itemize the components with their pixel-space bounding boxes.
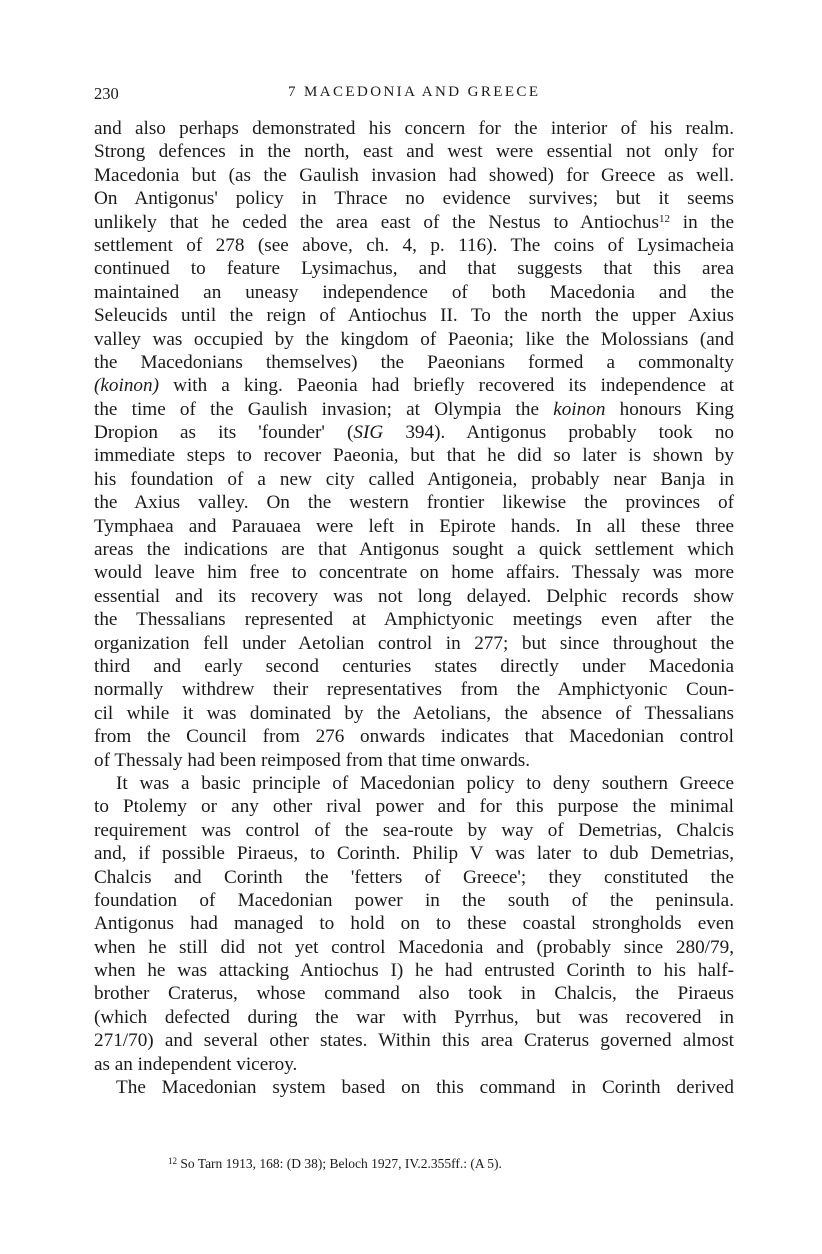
text-line: essential and its recovery was not long delayed. Delphic records show: [94, 585, 734, 607]
footnote-marker: 12: [168, 1156, 177, 1166]
text-line: Seleucids until the reign of Antiochus II. To the north the upper Axius: [94, 305, 734, 327]
text-line: Dropion as its 'founder' (SIG 394). Antigonus probably took no: [94, 422, 735, 444]
text-line: organization fell under Aetolian control in 277; but since throughout the: [94, 632, 734, 654]
text-line: the Thessalians represented at Amphictyonic meetings even after the: [94, 609, 734, 631]
text-line: brother Craterus, whose command also took in Chalcis, the Piraeus: [94, 983, 734, 1005]
text-line: Macedonia but (as the Gaulish invasion had showed) for Greece as well.: [94, 164, 734, 186]
text-line: as an independent viceroy.: [94, 1053, 298, 1075]
text-line: would leave him free to concentrate on home affairs. Thessaly was more: [94, 562, 734, 584]
text-line: the Macedonians themselves) the Paeonians formed a commonalty: [94, 351, 734, 373]
footnote-text: So Tarn 1913, 168: (D 38); Beloch 1927, IV.2.355ff.: (A 5).: [177, 1156, 502, 1171]
text-line: The Macedonian system based on this command in Corinth derived: [116, 1077, 734, 1099]
text-line: cil while it was dominated by the Aetolians, the absence of Thessalians: [94, 702, 734, 724]
text-line: (which defected during the war with Pyrrhus, but was recovered in: [94, 1006, 734, 1028]
text-line: of Thessaly had been reimposed from that time onwards.: [94, 749, 531, 771]
text-line: maintained an uneasy independence of both Macedonia and the: [94, 281, 734, 303]
text-line: when he still did not yet control Macedonia and (probably since 280/79,: [94, 936, 734, 958]
text-line: foundation of Macedonian power in the south of the peninsula.: [94, 889, 734, 911]
text-line: to Ptolemy or any other rival power and for this purpose the minimal: [94, 796, 734, 818]
text-line: unlikely that he ceded the area east of the Nestus to Antiochus$^{12}$ in the: [94, 211, 734, 233]
text-line: valley was occupied by the kingdom of Paeonia; like the Molossians (and: [94, 328, 734, 350]
text-line: the time of the Gaulish invasion; at Olympia the koinon honours King: [94, 398, 735, 420]
text-line: requirement was control of the sea-route by way of Demetrias, Chalcis: [94, 819, 734, 841]
text-line: Strong defences in the north, east and west were essential not only for: [94, 141, 734, 163]
text-line: (koinon) with a king. Paeonia had briefly recovered its independence at: [94, 375, 734, 397]
text-line: areas the indications are that Antigonus sought a quick settlement which: [94, 539, 734, 561]
text-line: and, if possible Piraeus, to Corinth. Philip V was later to dub Demetrias,: [94, 843, 734, 865]
running-header: [94, 84, 734, 106]
text-line: his foundation of a new city called Antigoneia, probably near Banja in: [94, 468, 734, 490]
text-line: normally withdrew their representatives from the Amphictyonic Coun-: [94, 679, 734, 701]
footnote: [168, 1156, 502, 1172]
text-line: immediate steps to recover Paeonia, but that he did so later is shown by: [94, 445, 734, 467]
text-line: settlement of 278 (see above, ch. 4, p. 116). The coins of Lysimacheia: [94, 234, 734, 256]
text-line: when he was attacking Antiochus I) he had entrusted Corinth to his half-: [94, 960, 734, 982]
page-number: 230: [94, 84, 119, 103]
text-line: third and early second centuries states directly under Macedonia: [94, 655, 734, 677]
text-line: It was a basic principle of Macedonian policy to deny southern Greece: [116, 772, 734, 794]
text-line: 271/70) and several other states. Within this area Craterus governed almost: [94, 1030, 734, 1052]
text-line: Chalcis and Corinth the 'fetters of Greece'; they constituted the: [94, 866, 734, 888]
text-line: Tymphaea and Parauaea were left in Epirote hands. In all these three: [94, 515, 734, 537]
text-line: the Axius valley. On the western frontier likewise the provinces of: [94, 492, 734, 514]
text-line: Antigonus had managed to hold on to these coastal strongholds even: [94, 913, 734, 935]
footnote-ref: 12: [659, 212, 670, 225]
text-line: continued to feature Lysimachus, and that suggests that this area: [94, 258, 734, 280]
text-line: On Antigonus' policy in Thrace no evidence survives; but it seems: [94, 188, 734, 210]
main-text: [94, 117, 734, 1099]
text-line: from the Council from 276 onwards indicates that Macedonian control: [94, 726, 734, 748]
running-head-title: 7 MACEDONIA AND GREECE: [288, 84, 541, 100]
text-line: and also perhaps demonstrated his concern for the interior of his realm.: [94, 118, 734, 139]
